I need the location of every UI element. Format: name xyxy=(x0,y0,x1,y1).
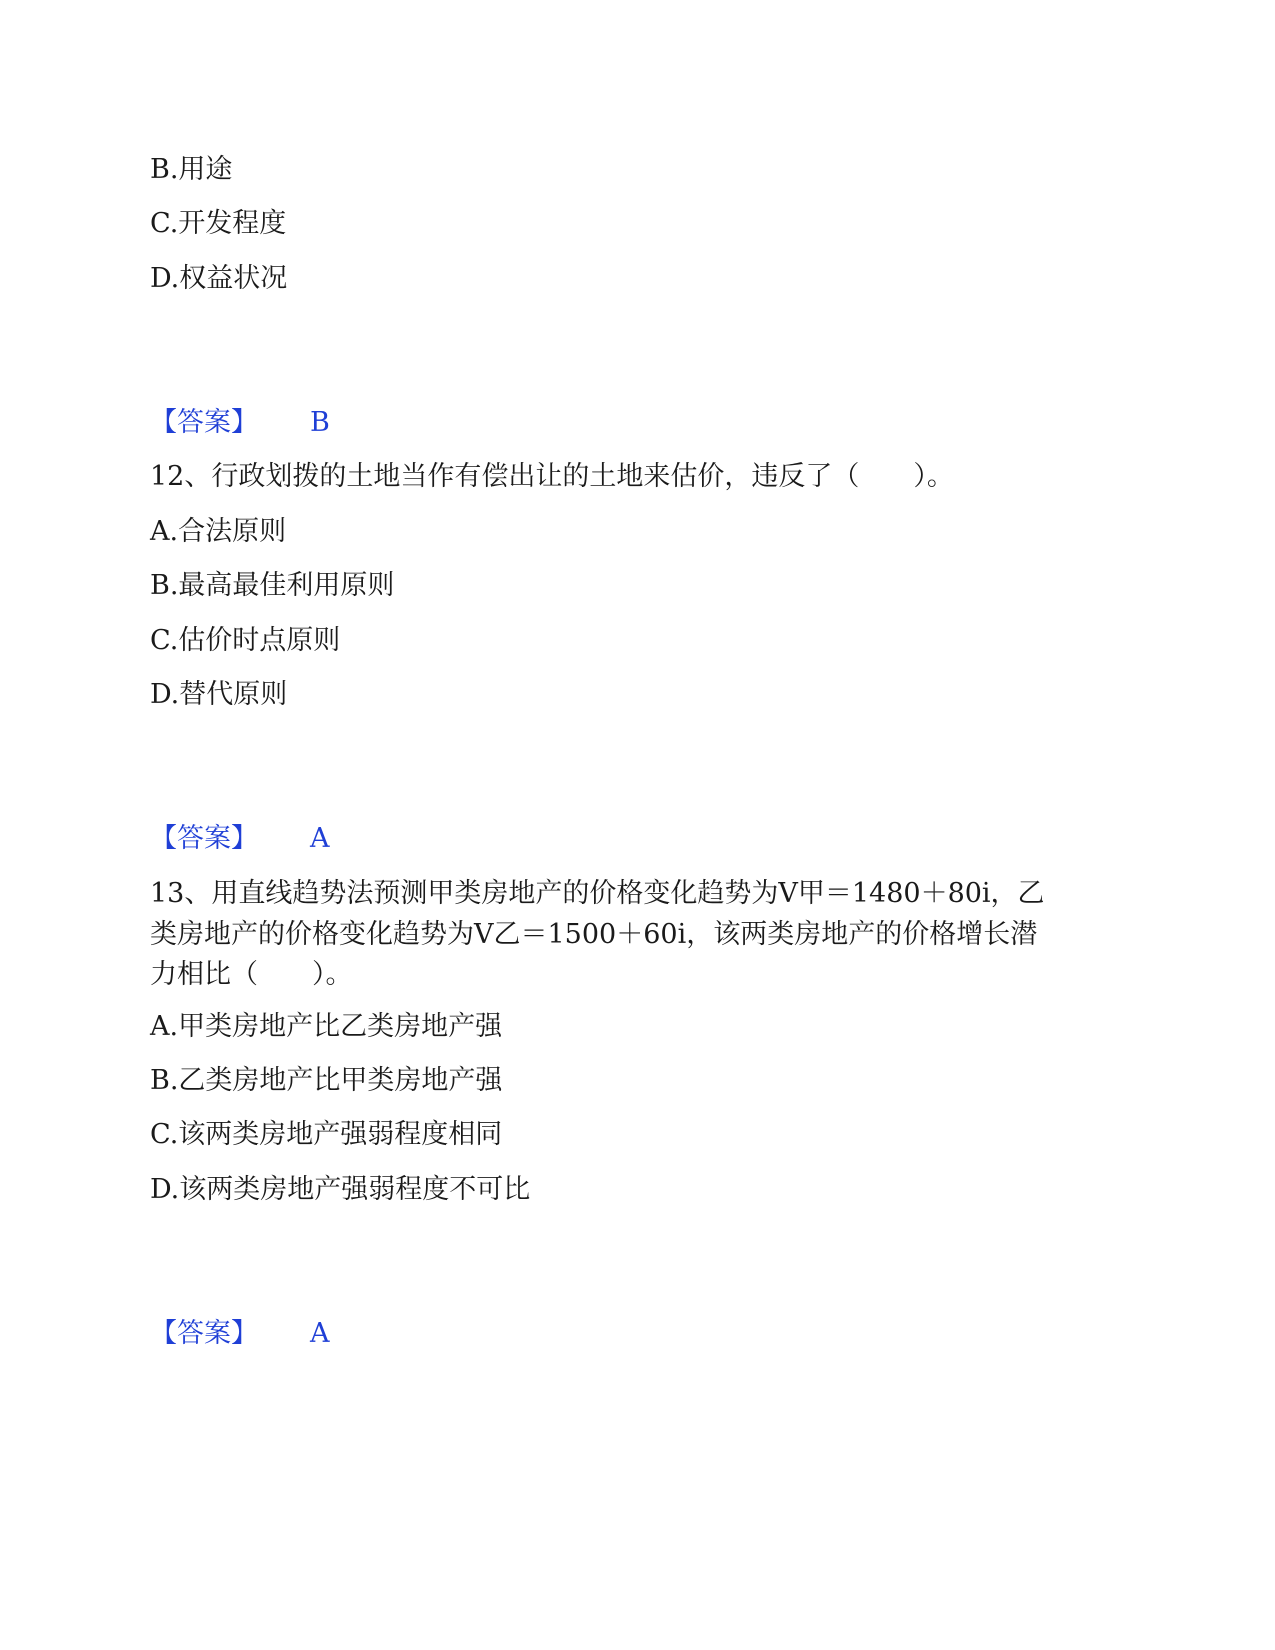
q12-answer xyxy=(150,821,330,857)
q12-option-b: B.最高最佳利用原则 xyxy=(150,570,395,601)
q12-option-a: A.合法原则 xyxy=(150,516,287,547)
answer-value: A xyxy=(310,1318,330,1349)
q13-option-a: A.甲类房地产比乙类房地产强 xyxy=(150,1011,503,1042)
q13-answer xyxy=(150,1316,330,1352)
q13-question-line-3: 力相比（ ）。 xyxy=(150,959,353,990)
answer-value: B xyxy=(310,407,330,438)
q12-option-c: C.估价时点原则 xyxy=(150,625,341,656)
answer-label: 【答案】 xyxy=(150,407,258,438)
q12-option-d: D.替代原则 xyxy=(150,679,288,710)
q11-answer xyxy=(150,405,330,441)
q13-option-d: D.该两类房地产强弱程度不可比 xyxy=(150,1174,531,1205)
answer-label: 【答案】 xyxy=(150,823,258,854)
q13-option-b: B.乙类房地产比甲类房地产强 xyxy=(150,1065,503,1096)
q12-question: 12、行政划拨的土地当作有偿出让的土地来估价，违反了（ ）。 xyxy=(150,461,954,492)
q13-option-c: C.该两类房地产强弱程度相同 xyxy=(150,1119,503,1150)
q11-option-d: D.权益状况 xyxy=(150,263,288,294)
q13-question-line-2: 类房地产的价格变化趋势为V乙＝1500＋60i，该两类房地产的价格增长潜 xyxy=(150,919,1038,950)
answer-value: A xyxy=(310,823,330,854)
q11-option-b: B.用途 xyxy=(150,154,233,185)
q11-option-c: C.开发程度 xyxy=(150,208,287,239)
answer-label: 【答案】 xyxy=(150,1318,258,1349)
q13-question-line-1: 13、用直线趋势法预测甲类房地产的价格变化趋势为V甲＝1480＋80i，乙 xyxy=(150,878,1045,909)
